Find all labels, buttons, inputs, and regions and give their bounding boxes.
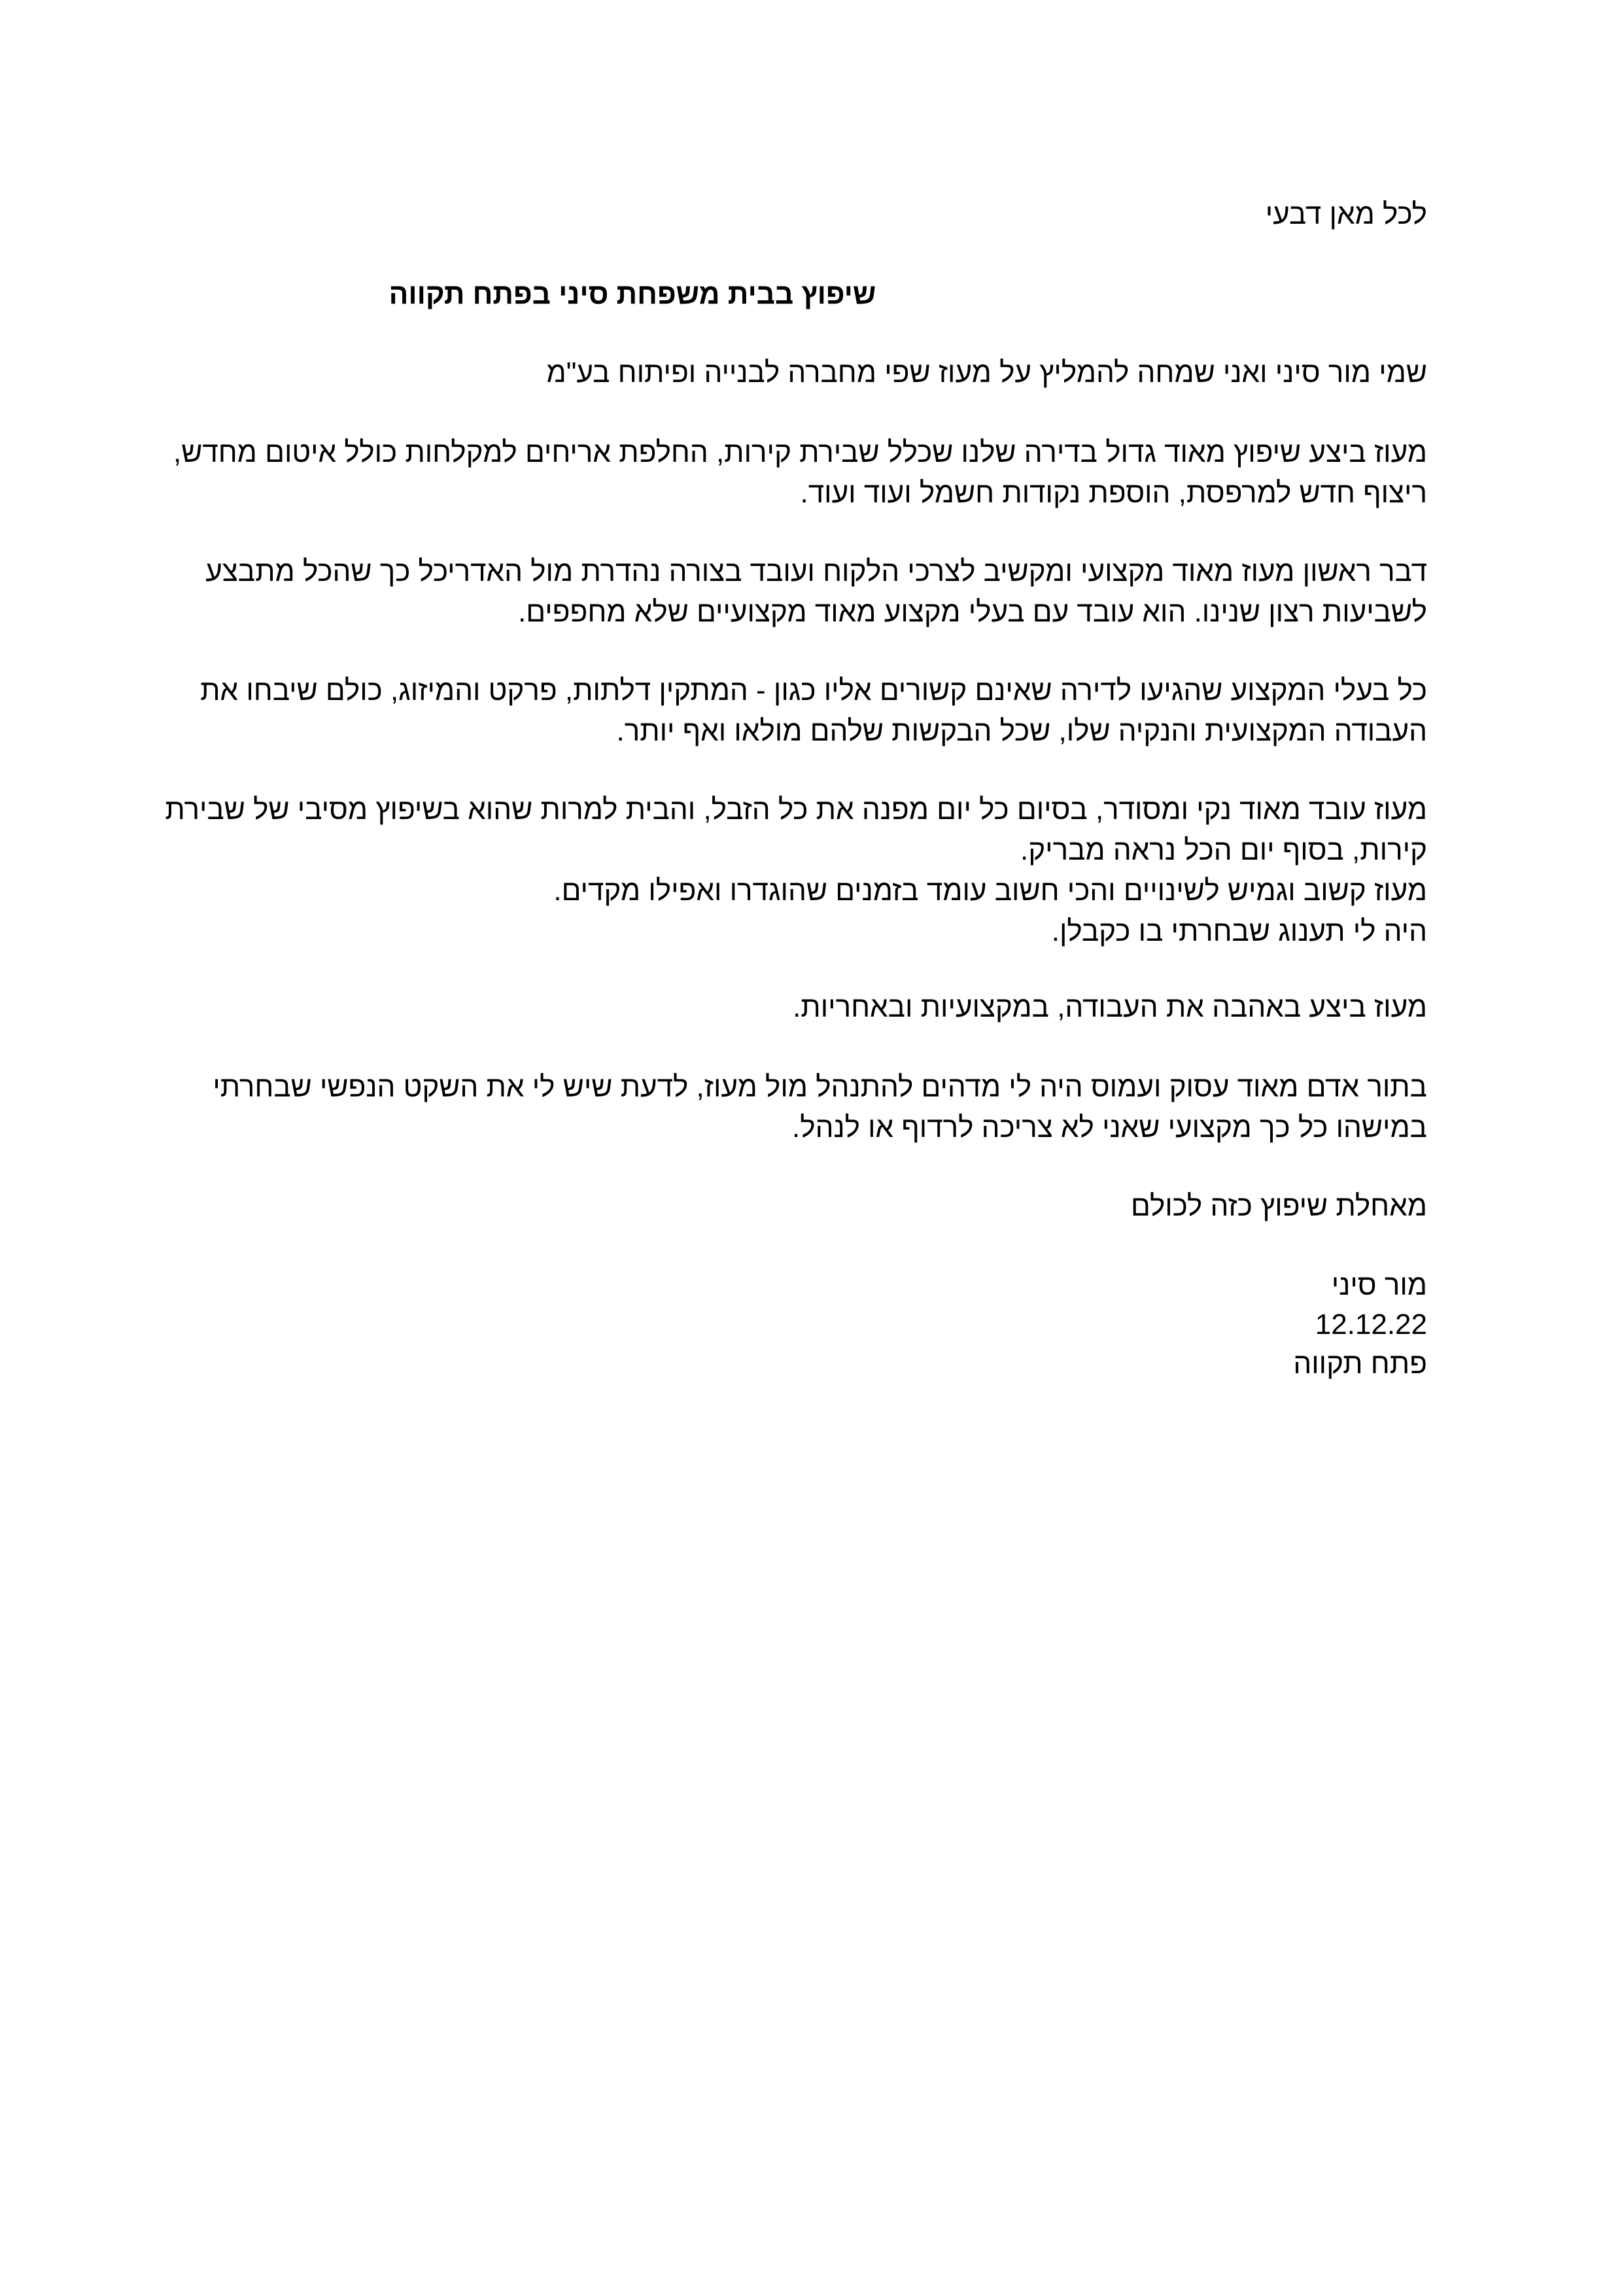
paragraph-line: דבר ראשון מעוז מאוד מקצועי ומקשיב לצרכי הלקוח ועובד בצורה נהדרת מול האדריכל כך שהכל מתבצע: [205, 555, 1427, 587]
paragraph-line: במישהו כל כך מקצועי שאני לא צריכה לרדוף או לנהל.: [792, 1112, 1427, 1144]
paragraph-line: בתור אדם מאוד עסוק ועמוס היה לי מדהים להתנהל מול מעוז, לדעת שיש לי את השקט הנפשי שבחרתי: [213, 1071, 1427, 1103]
paragraph-line: העבודה המקצועית והנקיה שלו, שכל הבקשות שלהם מולאו ואף יותר.: [616, 715, 1427, 747]
signature-date: 12.12.22: [1315, 1308, 1427, 1340]
signature-name: מור סיני: [1331, 1269, 1427, 1301]
paragraph-closing-wish: [184, 1186, 1427, 1227]
paragraph-line: קירות, בסוף יום הכל נראה מבריק.: [1020, 834, 1427, 866]
signature-date-line: [1293, 1305, 1427, 1344]
paragraph-line: היה לי תענוג שבחרתי בו כקבלן.: [1051, 915, 1427, 947]
paragraph-line: מעוז ביצע באהבה את העבודה, במקצועיות ובאחריות.: [793, 991, 1427, 1023]
paragraph-line: כל בעלי המקצוע שהגיעו לדירה שאינם קשורים אליו כגון - המתקין דלתות, פרקט והמיזוג, כולם שיבחו את: [200, 674, 1427, 707]
greeting: לכל מאן דבעי: [1265, 198, 1427, 230]
paragraph-peace-of-mind: [184, 1067, 1427, 1148]
paragraph-tradespeople: [184, 671, 1427, 752]
paragraph-line: מעוז עובד מאוד נקי ומסודר, בסיום כל יום מפנה את כל הזבל, והבית למרות שהוא בשיפוץ מסיבי של שבירת: [165, 794, 1427, 826]
paragraph-love: [184, 987, 1427, 1028]
paragraph-line: מאחלת שיפוץ כזה לכולם: [1131, 1190, 1427, 1222]
paragraph-line: מעוז ביצע שיפוץ מאוד גדול בדירה שלנו שכלל שבירת קירות, החלפת אריחים למקלחות כולל איטום מחדש,: [173, 436, 1427, 468]
paragraph-line: ריצוף חדש למרפסת, הוספת נקודות חשמל ועוד ועוד.: [800, 477, 1427, 509]
paragraph-line: מעוז קשוב וגמיש לשינויים והכי חשוב עומד בזמנים שהוגדרו ואפילו מקדים.: [553, 875, 1427, 907]
paragraph-line: לשביעות רצון שנינו. הוא עובד עם בעלי מקצוע מאוד מקצועיים שלא מחפפים.: [518, 596, 1427, 628]
signature-block: [1293, 1266, 1427, 1384]
letter-title: [184, 274, 1427, 315]
paragraph-line: שמי מור סיני ואני שמחה להמליץ על מעוז שפי מחברה לבנייה ופיתוח בע"מ: [546, 357, 1427, 389]
title-text: שיפוץ בבית משפחת סיני בפתח תקווה: [389, 278, 876, 310]
paragraph-scope: [173, 432, 1427, 514]
paragraph-intro: [184, 353, 1427, 393]
paragraph-cleanliness: [165, 790, 1427, 952]
signature-city: פתח תקווה: [1293, 1348, 1427, 1380]
paragraph-professional: [184, 552, 1427, 633]
